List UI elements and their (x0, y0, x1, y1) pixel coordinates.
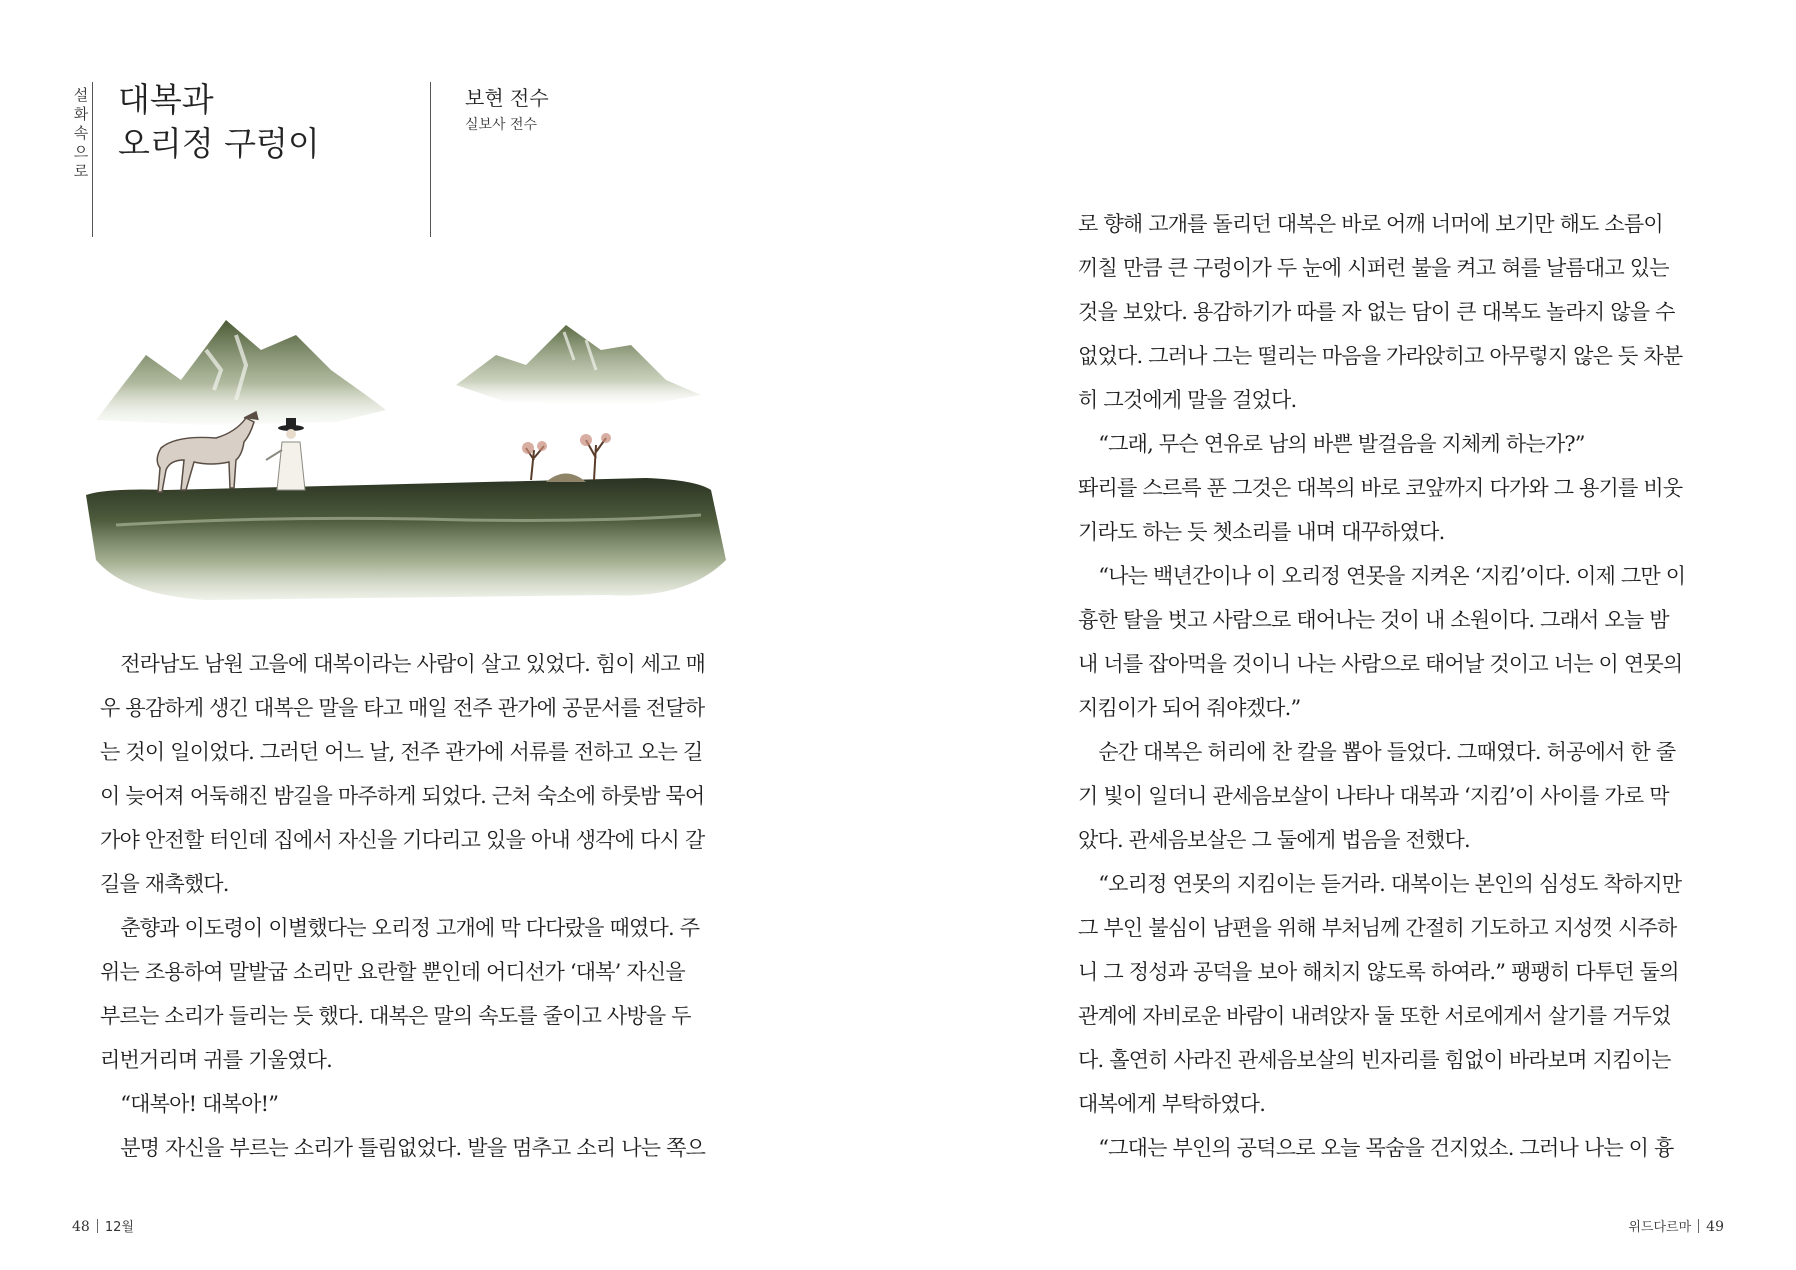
issue-month: 12월 (104, 1220, 134, 1235)
text-line: 똬리를 스르륵 푼 그것은 대복의 바로 코앞까지 다가와 그 용기를 비웃 (1078, 476, 1683, 500)
right-page-body (1078, 202, 1708, 1170)
text-line: 그 부인 불심이 남편을 위해 부처님께 간절히 기도하고 지성껏 시주하 (1078, 916, 1677, 940)
mountain-left (96, 320, 386, 425)
mountain-right (456, 325, 701, 405)
text-line: “오리정 연못의 지킴이는 듣거라. 대복이는 본인의 심성도 착하지만 (1078, 872, 1682, 896)
footer-separator (1698, 1219, 1699, 1233)
text-line: 위는 조용하여 말발굽 소리만 요란할 뿐인데 어디선가 ‘대복’ 자신을 (100, 960, 685, 984)
left-page-number: 48 (72, 1219, 90, 1235)
text-line: 기라도 하는 듯 쳇소리를 내며 대꾸하였다. (1078, 520, 1445, 544)
author-name: 보현 전수 (465, 86, 549, 110)
text-line: 순간 대복은 허리에 찬 칼을 뽑아 들었다. 그때였다. 허공에서 한 줄 (1078, 740, 1676, 764)
left-page-footer (72, 1216, 134, 1235)
text-line: 대복에게 부탁하였다. (1078, 1092, 1266, 1116)
text-line: 로 향해 고개를 돌리던 대복은 바로 어깨 너머에 보기만 해도 소름이 (1078, 212, 1663, 236)
right-page-footer (1628, 1216, 1724, 1235)
text-line: 전라남도 남원 고을에 대복이라는 사람이 살고 있었다. 힘이 세고 매 (100, 652, 706, 676)
text-line: 우 용감하게 생긴 대복은 말을 타고 매일 전주 관가에 공문서를 전달하 (100, 696, 705, 720)
article-title (118, 78, 428, 166)
text-line: 는 것이 일이었다. 그러던 어느 날, 전주 관가에 서류를 전하고 오는 길 (100, 740, 703, 764)
text-line: 춘향과 이도령이 이별했다는 오리정 고개에 막 다다랐을 때였다. 주 (100, 916, 700, 940)
text-line: 부르는 소리가 들리는 듯 했다. 대복은 말의 속도를 줄이고 사방을 두 (100, 1004, 691, 1028)
article-title-line-2: 오리정 구렁이 (118, 124, 320, 163)
text-line: “그대는 부인의 공덕으로 오늘 목숨을 건지었소. 그러나 나는 이 흉 (1078, 1136, 1674, 1160)
author-role: 실보사 전수 (465, 117, 538, 133)
text-line: “나는 백년간이나 이 오리정 연못을 지켜온 ‘지킴’이다. 이제 그만 이 (1078, 564, 1686, 588)
text-line: 없었다. 그러나 그는 떨리는 마음을 가라앉히고 아무렇지 않은 듯 차분 (1078, 344, 1683, 368)
magazine-name: 위드다르마 (1628, 1220, 1692, 1235)
text-line: 내 너를 잡아먹을 것이니 나는 사람으로 태어날 것이고 너는 이 연못의 (1078, 652, 1683, 676)
text-line: 길을 재촉했다. (100, 872, 229, 896)
text-line: 다. 홀연히 사라진 관세음보살의 빈자리를 힘없이 바라보며 지킴이는 (1078, 1048, 1671, 1072)
text-line: 히 그것에게 말을 걸었다. (1078, 388, 1297, 412)
text-line: 지킴이가 되어 줘야겠다.” (1078, 696, 1301, 720)
text-line: 리번거리며 귀를 기울였다. (100, 1048, 332, 1072)
text-line: 았다. 관세음보살은 그 둘에게 법음을 전했다. (1078, 828, 1470, 852)
text-line: 것을 보았다. 용감하기가 따를 자 없는 담이 큰 대복도 놀라지 않을 수 (1078, 300, 1675, 324)
text-line: 흉한 탈을 벗고 사람으로 태어나는 것이 내 소원이다. 그래서 오늘 밤 (1078, 608, 1669, 632)
hut-and-trees (522, 433, 611, 482)
header-divider-left (92, 82, 93, 237)
text-line: 분명 자신을 부르는 소리가 틀림없었다. 발을 멈추고 소리 나는 쪽으 (100, 1136, 706, 1160)
left-page-body (100, 642, 730, 1170)
ground-plateau (86, 478, 726, 600)
text-line: “대복아! 대복아!” (100, 1092, 279, 1116)
text-line: 끼칠 만큼 큰 구렁이가 두 눈에 시퍼런 불을 켜고 혀를 날름대고 있는 (1078, 256, 1669, 280)
text-line: “그래, 무슨 연유로 남의 바쁜 발걸음을 지체케 하는가?” (1078, 432, 1585, 456)
text-line: 이 늦어져 어둑해진 밤길을 마주하게 되었다. 근처 숙소에 하룻밤 묵어 (100, 784, 705, 808)
text-line: 관계에 자비로운 바람이 내려앉자 둘 또한 서로에게서 살기를 거두었 (1078, 1004, 1671, 1028)
right-page-number: 49 (1706, 1219, 1724, 1235)
section-label: 설화속으로 (73, 86, 89, 180)
text-line: 니 그 정성과 공덕을 보아 해치지 않도록 하여라.” 팽팽히 다투던 둘의 (1078, 960, 1679, 984)
article-title-line-1: 대복과 (118, 80, 214, 119)
person-figure (266, 418, 305, 490)
ink-landscape-illustration (86, 310, 736, 610)
text-line: 기 빛이 일더니 관세음보살이 나타나 대복과 ‘지킴’이 사이를 가로 막 (1078, 784, 1669, 808)
footer-separator (97, 1219, 98, 1233)
text-line: 가야 안전할 터인데 집에서 자신을 기다리고 있을 아내 생각에 다시 갈 (100, 828, 705, 852)
header-divider-mid (430, 82, 431, 237)
